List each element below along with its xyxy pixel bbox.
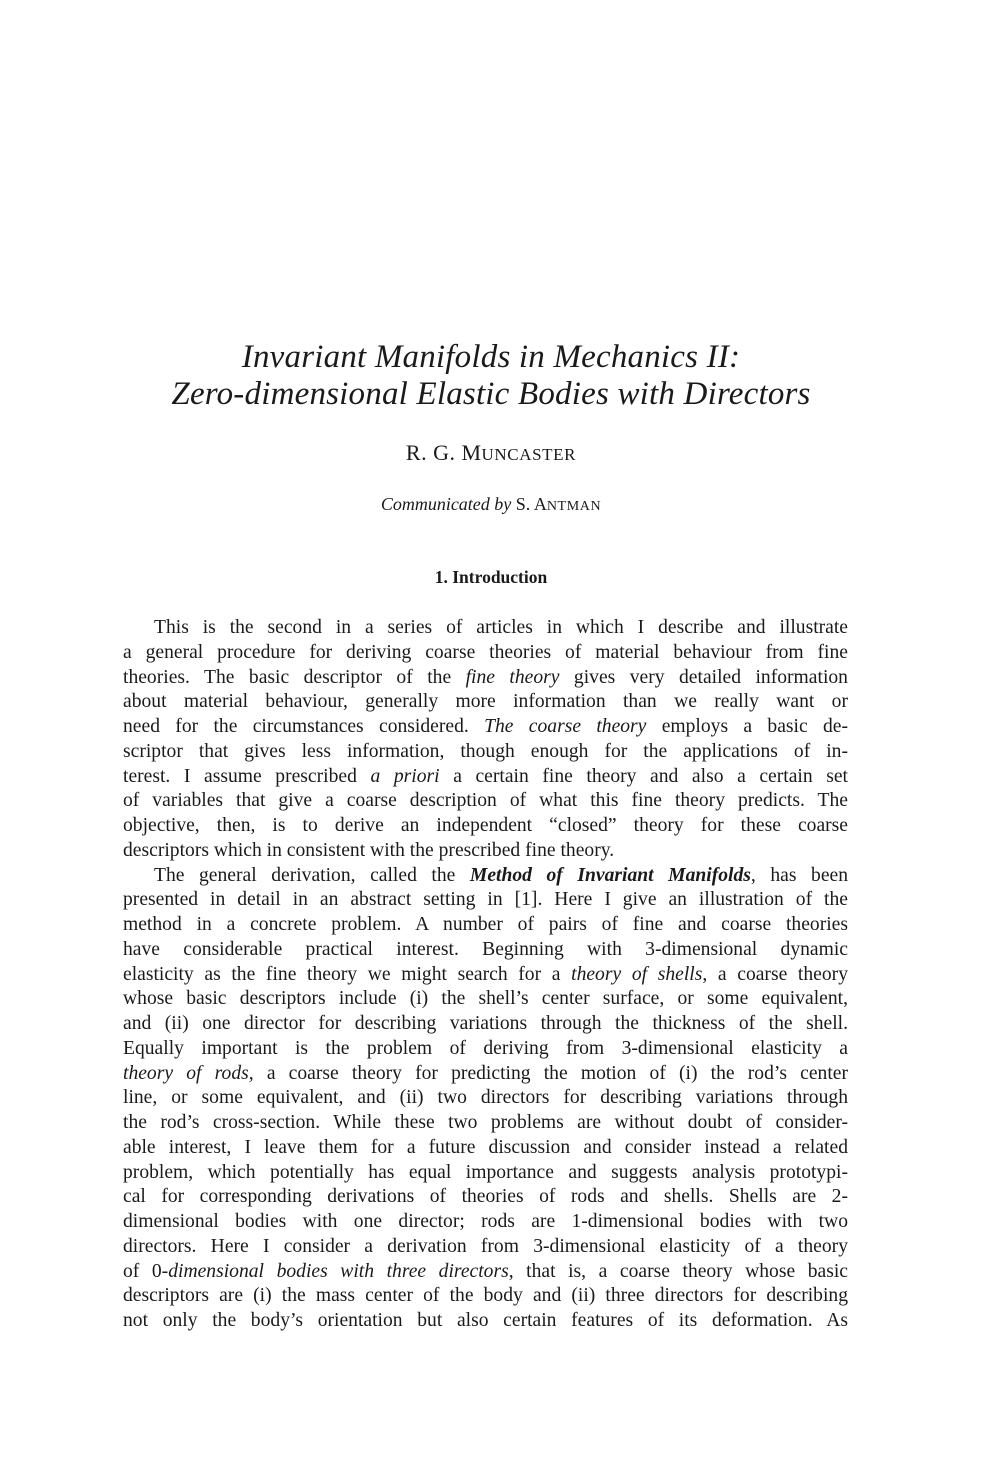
text-line: dimensional bodies with one director; rods are 1-dimensional bodies with two	[123, 1211, 848, 1232]
text-line: of variables that give a coarse description of what this fine theory predicts. The	[123, 790, 848, 812]
text-line: scriptor that gives less information, though enough for the applications of in-	[123, 740, 848, 762]
text-run: , a coarse theory for predicting the motion of (i) the rod’s center	[248, 1062, 848, 1084]
text-run: of 0-	[123, 1260, 169, 1282]
communicated-by	[100, 494, 882, 515]
text-run: terest. I assume prescribed	[123, 765, 371, 787]
text-run: need for the circumstances considered.	[123, 716, 485, 737]
text-run: , that is, a coarse theory whose basic	[508, 1260, 848, 1282]
author-surname-small-caps: UNCASTER	[481, 445, 577, 464]
article-title-line-2: Zero-dimensional Elastic Bodies with Directors	[171, 376, 811, 412]
author-name	[100, 440, 882, 466]
text-run: elasticity as the fine theory we might search for a	[123, 963, 572, 985]
communicator-initial: S. A	[515, 494, 547, 514]
text-run: , has been	[750, 864, 849, 886]
text-line	[123, 1260, 848, 1285]
text-line: whose basic descriptors include (i) the shell’s center surface, or some equivalent,	[123, 988, 848, 1010]
text-line: problem, which potentially has equal importance and suggests analysis prototypi-	[123, 1161, 848, 1183]
text-line	[123, 715, 848, 740]
text-run: , a coarse theory	[702, 963, 848, 985]
text-run: employs a basic de-	[646, 716, 849, 737]
text-line: directors. Here I consider a derivation from 3-dimensional elasticity of a theory	[123, 1235, 848, 1257]
text-run: gives very detailed information	[559, 666, 848, 688]
emphasis-fine-theory: fine theory	[465, 666, 560, 688]
text-line	[123, 765, 848, 790]
introduction-body	[123, 616, 848, 1334]
text-line: the rod’s cross-section. While these two problems are without doubt of consider-	[123, 1112, 848, 1133]
text-line: cal for corresponding derivations of theories of rods and shells. Shells are 2-	[123, 1186, 848, 1208]
author-initials: R. G. M	[405, 440, 482, 465]
emphasis-zero-dimensional-bodies: dimensional bodies with three directors	[168, 1260, 509, 1282]
emphasis-method-of-invariant-manifolds: Method of Invariant Manifolds	[469, 864, 751, 886]
text-line: Equally important is the problem of deriving from 3-dimensional elasticity a	[123, 1037, 848, 1059]
section-heading-introduction: 1. Introduction	[434, 567, 548, 587]
emphasis-theory-of-rods: theory of rods	[123, 1062, 249, 1084]
text-line: and (ii) one director for describing variations through the thickness of the shell.	[123, 1013, 848, 1034]
text-line: method in a concrete problem. A number of pairs of fine and coarse theories	[123, 914, 848, 935]
emphasis-coarse-theory: The coarse theory	[484, 716, 647, 737]
text-line: descriptors are (i) the mass center of the body and (ii) three directors for describing	[123, 1285, 848, 1307]
emphasis-a-priori: a priori	[370, 765, 440, 787]
text-line: objective, then, is to derive an independent “closed” theory for these coarse	[123, 815, 848, 836]
text-line: presented in detail in an abstract setting in [1]. Here I give an illustration of the	[123, 889, 848, 911]
text-line: descriptors which in consistent with the prescribed fine theory.	[123, 839, 615, 861]
text-line: about material behaviour, generally more information than we really want or	[123, 691, 848, 713]
text-run: The general derivation, called the	[154, 864, 470, 886]
text-line	[123, 963, 848, 988]
text-line	[123, 864, 848, 889]
text-run: theories. The basic descriptor of the	[123, 666, 466, 688]
text-line: a general procedure for deriving coarse theories of material behaviour from fine	[123, 641, 848, 663]
text-line: have considerable practical interest. Beginning with 3-dimensional dynamic	[123, 938, 848, 960]
emphasis-theory-of-shells: theory of shells	[571, 963, 703, 985]
text-line: line, or some equivalent, and (ii) two directors for describing variations through	[123, 1087, 848, 1109]
text-line: not only the body’s orientation but also certain features of its deformation. As	[123, 1310, 848, 1331]
communicator-surname-small-caps: NTMAN	[546, 499, 602, 514]
text-run: a certain fine theory and also a certain set	[439, 765, 849, 787]
article-title-line-1: Invariant Manifolds in Mechanics II:	[241, 339, 741, 375]
text-line: This is the second in a series of articles in which I describe and illustrate	[154, 617, 848, 638]
communicated-prefix: Communicated by	[380, 494, 512, 514]
text-line	[123, 1062, 848, 1087]
text-line: able interest, I leave them for a future discussion and consider instead a related	[123, 1136, 848, 1158]
text-line	[123, 666, 848, 691]
